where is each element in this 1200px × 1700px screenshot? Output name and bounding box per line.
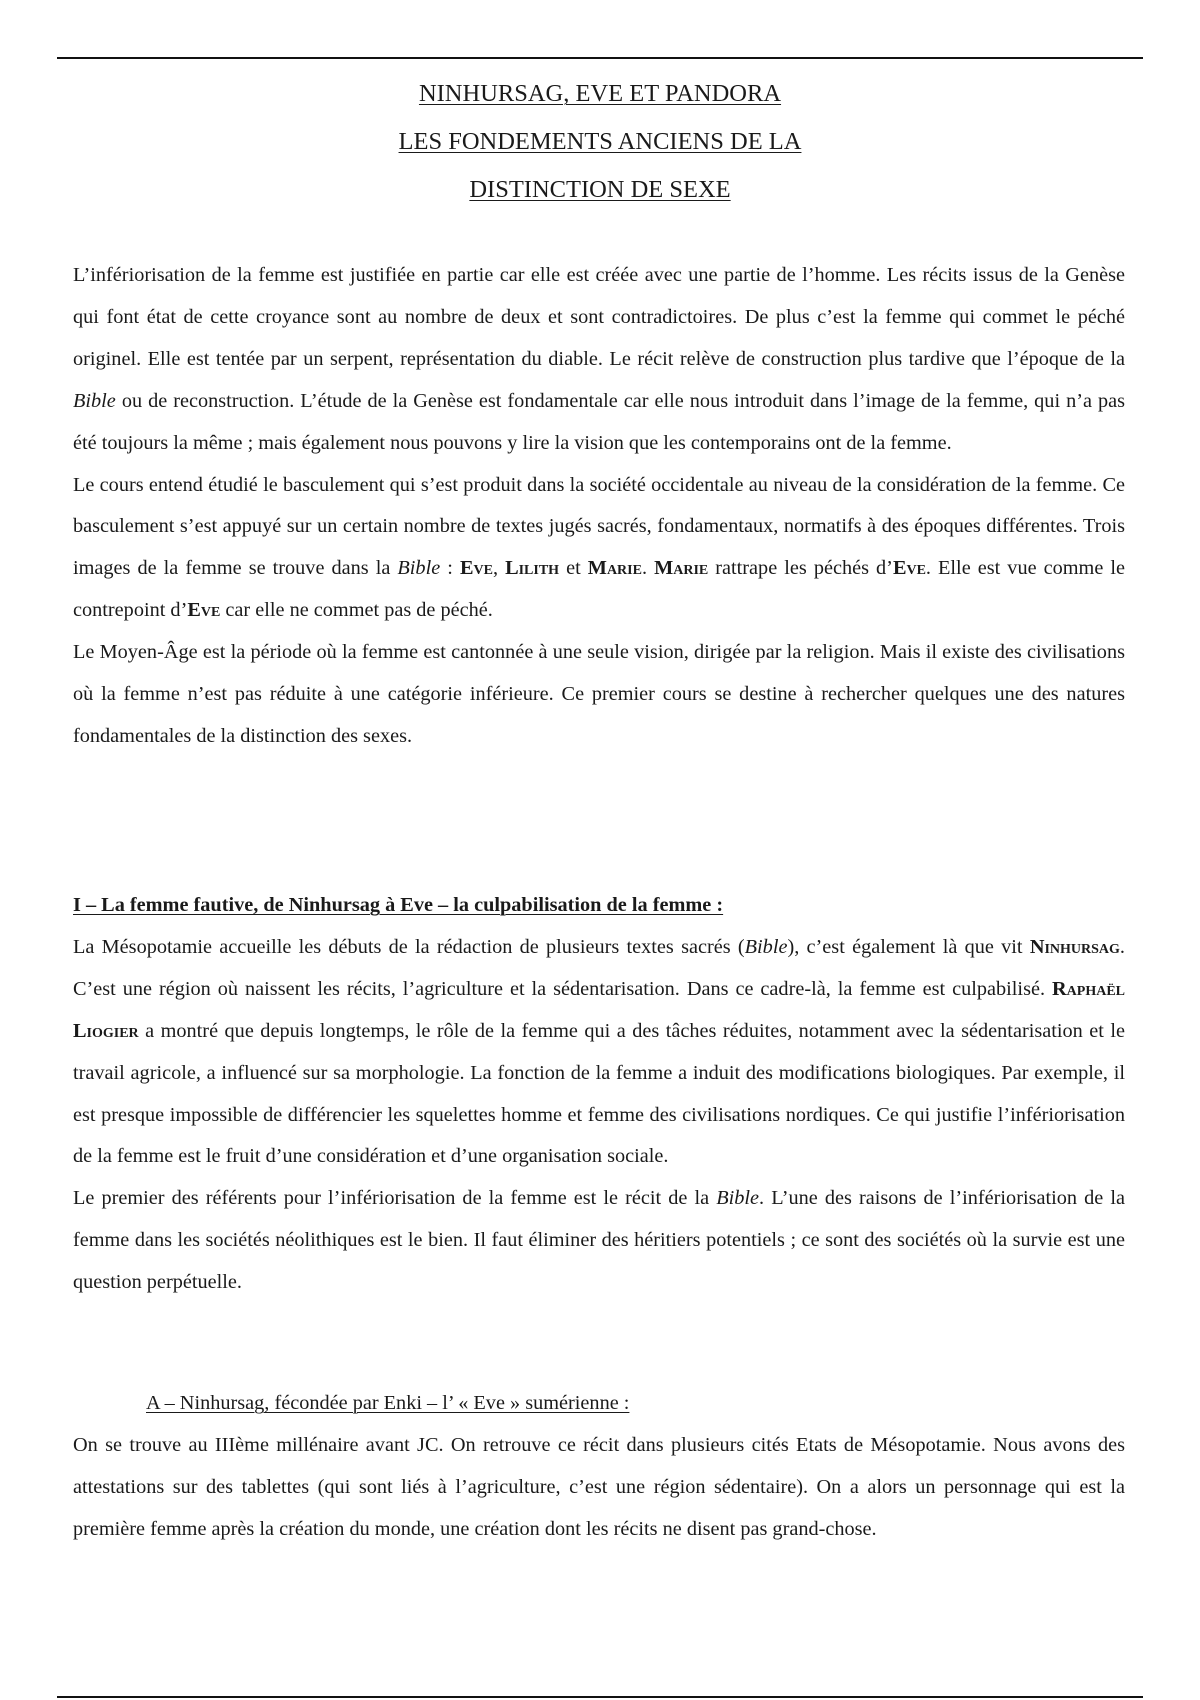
- name-raphael-liogier: Raphaël Liogier: [73, 977, 1125, 1042]
- name-eve: Eve: [892, 557, 926, 580]
- subsection-a-heading: A – Ninhursag, fécondée par Enki – l’ « Eve » sumérienne :: [146, 1392, 630, 1414]
- section-1-paragraph-2: Le premier des référents pour l’infériorisation de la femme est le récit de la Bible. L’une des raisons de l’infériorisation de la femme dans les sociétés néolithiques est le bien. Il faut éliminer des héritiers potentiels ; ce sont des sociétés où la survie est une question perpétuelle.: [73, 1187, 1125, 1294]
- section-1-paragraph-1: La Mésopotamie accueille les débuts de la rédaction de plusieurs textes sacrés (Bible), c’est également là que vit Ninhursag. C’est une région où naissent les récits, l’agriculture et la sédentarisation. Dans ce cadre-là, la femme est culpabilisé. Raphaël Liogier a montré que depuis longtemps, le rôle de la femme qui a des tâches réduites, notamment avec la sédentarisation et le travail agricole, a influencé sur sa morphologie. La fonction de la femme a induit des modifications biologiques. Par exemple, il est presque impossible de différencier les squelettes homme et femme des civilisations nordiques. Ce qui justifie l’infériorisation de la femme est le fruit d’une considération et d’une organisation sociale.: [73, 935, 1125, 1168]
- subsection-a: [73, 1383, 1125, 1551]
- bible-italic: Bible: [716, 1187, 760, 1210]
- name-eve: Eve: [459, 557, 493, 580]
- title-line-1: NINHURSAG, EVE ET PANDORA: [418, 80, 782, 107]
- title-line-3: DISTINCTION DE SEXE: [469, 176, 731, 203]
- document-title: [0, 70, 1200, 214]
- name-marie: Marie: [587, 557, 642, 580]
- bible-italic: Bible: [73, 389, 116, 412]
- section-1: [73, 885, 1125, 1304]
- name-marie: Marie: [654, 557, 709, 580]
- name-eve: Eve: [187, 599, 221, 622]
- intro-section: [73, 255, 1125, 758]
- name-lilith: Lilith: [505, 557, 560, 580]
- subsection-a-paragraph-1: On se trouve au IIIème millénaire avant JC. On retrouve ce récit dans plusieurs cités Etats de Mésopotamie. Nous avons des attestations sur des tablettes (qui sont liés à l’agriculture, c’est une région sédentaire). On a alors un personnage qui est la première femme après la création du monde, une création dont les récits ne disent pas grand-chose.: [73, 1433, 1125, 1540]
- name-ninhursag: Ninhursag: [1029, 935, 1120, 958]
- section-1-heading: I – La femme fautive, de Ninhursag à Eve – la culpabilisation de la femme :: [73, 894, 724, 916]
- intro-paragraph-2: Le cours entend étudié le basculement qui s’est produit dans la société occidentale au niveau de la considération de la femme. Ce basculement s’est appuyé sur un certain nombre de textes jugés sacrés, fondamentaux, normatifs à des époques différentes. Trois images de la femme se trouve dans la Bible : Eve, Lilith et Marie. Marie rattrape les péchés d’Eve. Elle est vue comme le contrepoint d’Eve car elle ne commet pas de péché.: [73, 473, 1126, 622]
- bible-italic: Bible: [397, 557, 441, 580]
- top-rule: [57, 57, 1143, 59]
- bottom-rule: [57, 1696, 1143, 1698]
- intro-paragraph-3: Le Moyen-Âge est la période où la femme est cantonnée à une seule vision, dirigée par la religion. Mais il existe des civilisations où la femme n’est pas réduite à une catégorie inférieure. Ce premier cours se destine à rechercher quelques une des natures fondamentales de la distinction des sexes.: [73, 641, 1125, 747]
- intro-paragraph-1: L’infériorisation de la femme est justifiée en partie car elle est créée avec une partie de l’homme. Les récits issus de la Genèse qui font état de cette croyance sont au nombre de deux et sont contradictoires. De plus c’est la femme qui commet le péché originel. Elle est tentée par un serpent, représentation du diable. Le récit relève de construction plus tardive que l’époque de la Bible ou de reconstruction. L’étude de la Genèse est fondamentale car elle nous introduit dans l’image de la femme, qui n’a pas été toujours la même ; mais également nous pouvons y lire la vision que les contemporains ont de la femme.: [73, 264, 1125, 454]
- title-line-2: LES FONDEMENTS ANCIENS DE LA: [398, 128, 802, 155]
- bible-italic: Bible: [744, 935, 788, 958]
